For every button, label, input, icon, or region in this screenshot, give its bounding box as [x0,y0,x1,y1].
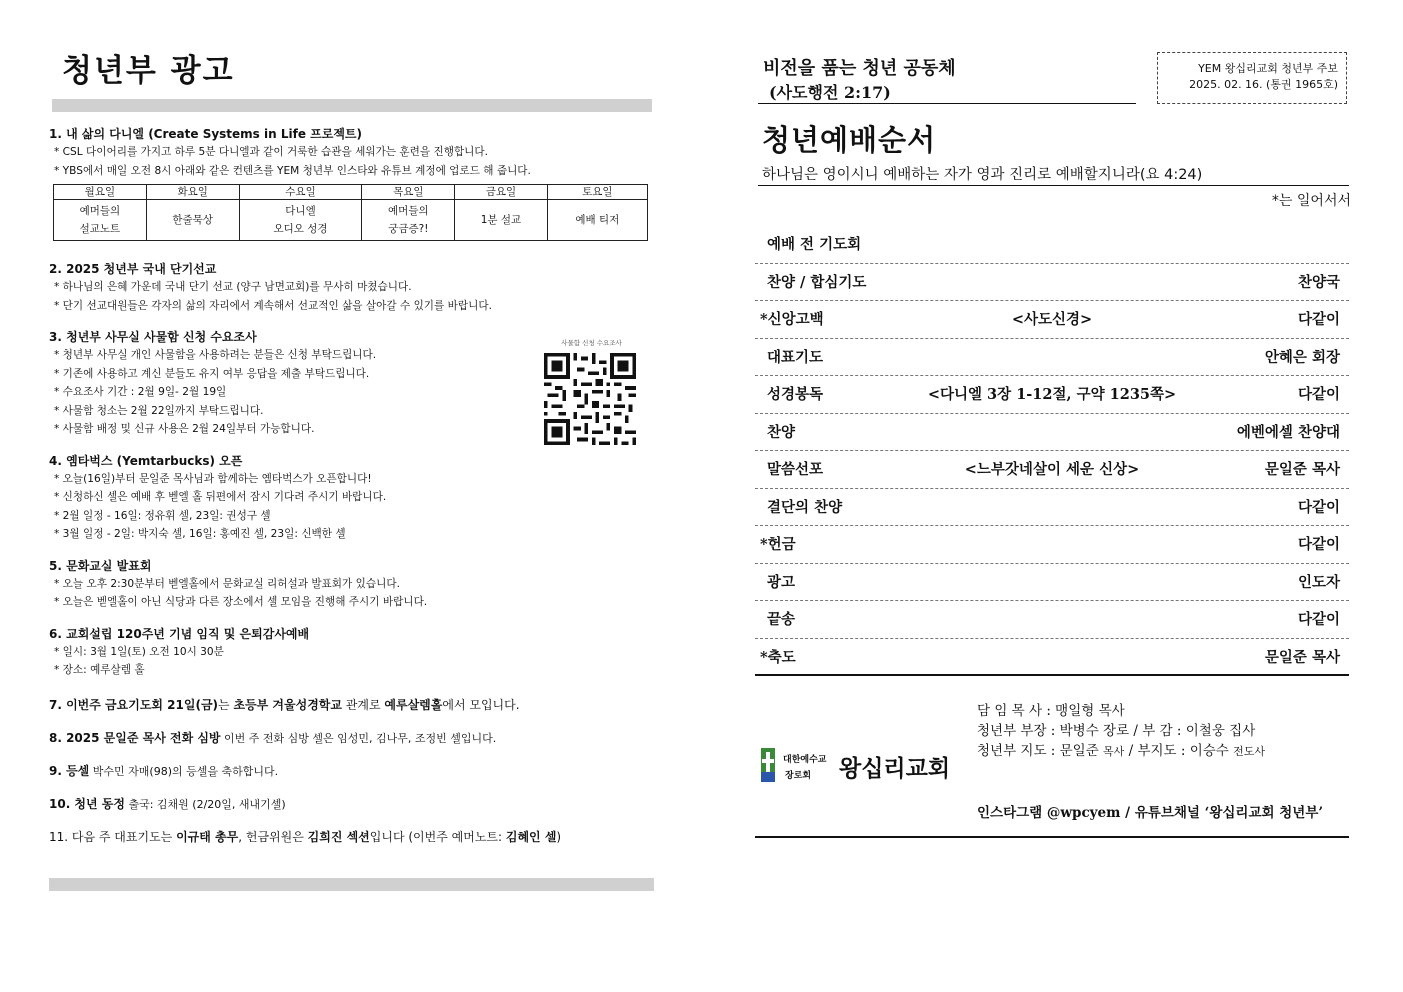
section-2 [49,261,656,315]
table-header: 월요일 [54,185,147,200]
table-cell: 예머들의 설교노트 [54,200,147,241]
bullet: * 하나님의 은혜 가운데 국내 단기 선교 (양구 남면교회)를 무사히 마쳤습니다. [54,281,412,293]
bulletin-info-box [1157,52,1347,104]
bullet: * 단기 선교대원들은 각자의 삶의 자리에서 계속해서 선교적인 삶을 살아갈 수 있기를 바랍니다. [54,299,492,312]
bullet: * 3월 일정 - 2일: 박지숙 셀, 16일: 홍예진 셀, 23일: 신백한 셀 [54,528,346,540]
bulletin-date: 2025. 02. 16. (통권 1965호) [1189,78,1338,91]
section-8: 8. 2025 문일준 목사 전화 심방 이번 주 전화 심방 셀은 임성민, 김나무, 조정빈 셀입니다. [49,730,497,745]
bullet: * 청년부 사무실 개인 사물함을 사용하려는 분들은 신청 부탁드립니다. [54,349,377,361]
staff-list [977,701,1265,762]
order-row: *축도 문일준 목사 [755,639,1349,677]
section-3-title: 3. 청년부 사무실 사물함 신청 수요조사 [49,330,257,344]
bottom-divider-bar [49,878,654,891]
bullet: * 장소: 예루살렘 홀 [54,664,145,676]
department-heads: 청년부 부장 : 박병수 장로 / 부 감 : 이철웅 집사 [977,723,1256,739]
church-logo [761,746,961,786]
worship-order-title: 청년예배순서 [762,123,937,157]
order-row: 광고 인도자 [755,564,1349,602]
section-10: 10. 청년 동정 출국: 김채원 (2/20일, 새내기셀) [49,796,286,811]
section-11: 11. 다음 주 대표기도는 이규태 총무, 헌금위원은 김희진 섹션입니다 (이번주 예머노트: 김혜인 셀) [49,829,562,844]
bullet: * 오늘은 벧엘홀이 아닌 식당과 다른 장소에서 셀 모임을 진행해 주시기 바랍니다. [54,596,428,608]
section-2-title: 2. 2025 청년부 국내 단기선교 [49,262,217,276]
bullet: * 일시: 3월 1일(토) 오전 10시 30분 [54,645,224,658]
svg-text:왕십리교회: 왕십리교회 [839,755,951,782]
bullet: * 기존에 사용하고 계신 분들도 유지 여부 응답을 제출 부탁드립니다. [54,367,370,380]
table-cell: 다니엘 오디오 성경 [239,200,362,241]
table-header: 목요일 [362,185,455,200]
weekly-content-table [53,184,648,241]
section-4 [49,453,656,544]
table-header: 화요일 [146,185,239,200]
table-cell: 예배 티저 [547,200,647,241]
standing-note: *는 일어서서 [1271,193,1351,209]
svg-text:대한예수교: 대한예수교 [783,755,827,765]
section-6-title: 6. 교회설립 120주년 기념 임직 및 은퇴감사예배 [49,626,310,641]
bullet: * 사물함 배정 및 신규 사용은 2월 24일부터 가능합니다. [54,423,315,435]
order-row: 대표기도 안혜은 회장 [755,339,1349,377]
section-4-title: 4. 옘타벅스 (Yemtarbucks) 오픈 [49,453,243,468]
order-row: 말씀선포 <느부갓네살이 세운 신상> 문일준 목사 [755,451,1349,489]
bullet: * 수요조사 기간 : 2월 9일- 2월 19일 [54,386,227,398]
section-5 [49,558,656,612]
section-7: 7. 이번주 금요기도회 21일(금)는 초등부 겨울성경학교 관계로 예루살렘홀에서 모입니다. [49,697,520,712]
announcement-title: 청년부 광고 [62,53,235,89]
sns-info: 인스타그램 @wpcyem / 유튜브채널 ‘왕십리교회 청년부’ [977,805,1324,821]
bullet: * 오늘(16일)부터 문일준 목사님과 함께하는 옘타벅스가 오픈합니다! [54,472,372,485]
bulletin-name: YEM 왕십리교회 청년부 주보 [1198,62,1338,75]
order-row: 찬양 에벤에셀 찬양대 [755,414,1349,452]
svg-text:장로회: 장로회 [785,771,812,781]
section-1-title: 1. 내 삶의 다니엘 (Create Systems in Life 프로젝트) [49,127,362,141]
section-6 [49,626,656,680]
section-5-title: 5. 문화교실 발표회 [49,558,152,573]
order-row: 끝송 다같이 [755,601,1349,639]
worship-order-list [755,226,1349,676]
vision-statement: 비전을 품는 청년 공동체 [763,58,956,79]
order-row: 예배 전 기도회 [755,226,1349,264]
bullet: * 사물함 청소는 2월 22일까지 부탁드립니다. [54,404,264,417]
table-cell: 1분 설교 [455,200,548,241]
bullet: * CSL 다이어리를 가지고 하루 5분 다니엘과 같이 거룩한 습관을 세워가는 훈련을 진행합니다. [54,146,489,158]
qr-caption: 사물함 신청 수요조사 [561,339,622,347]
section-9: 9. 등셀 박수민 자매(98)의 등셀을 축하합니다. [49,763,279,778]
order-row: *신앙고백 <사도신경> 다같이 [755,301,1349,339]
vision-underline [758,103,1136,104]
bullet: * 신청하신 셀은 예배 후 벧엘 홀 뒤편에서 잠시 기다려 주시기 바랍니다. [54,491,387,503]
senior-pastor: 담 임 목 사 : 맹일형 목사 [977,703,1125,719]
order-row: 찬양 / 합심기도 찬양국 [755,264,1349,302]
department-leaders: 청년부 지도 : 문일준 목사 / 부지도 : 이승수 전도사 [977,743,1266,759]
title-divider-bar [52,99,652,112]
qr-code-icon [544,353,636,445]
table-cell: 예머들의 궁금증?! [362,200,455,241]
order-row: 결단의 찬양 다같이 [755,489,1349,527]
table-header: 수요일 [239,185,362,200]
table-header: 토요일 [547,185,647,200]
table-cell: 한줄묵상 [146,200,239,241]
verse-underline [758,185,1349,186]
scripture-verse: 하나님은 영이시니 예배하는 자가 영과 진리로 예배할지니라(요 4:24) [762,167,1203,183]
order-row: *헌금 다같이 [755,526,1349,564]
bullet: * 2월 일정 - 16일: 정유휘 셀, 23일: 권성구 셀 [54,509,271,522]
announcement-page [46,46,656,846]
order-row: 성경봉독 <다니엘 3장 1-12절, 구약 1235쪽> 다같이 [755,376,1349,414]
bullet: * 오늘 오후 2:30분부터 벧엘홀에서 문화교실 리허설과 발표회가 있습니다. [54,577,400,590]
section-1 [49,126,656,241]
page-end-line [755,836,1349,838]
table-header: 금요일 [455,185,548,200]
vision-verse: (사도행전 2:17) [769,83,891,102]
bullet: * YBS에서 매일 오전 8시 아래와 같은 컨텐츠를 YEM 청년부 인스타와 유튜브 계정에 업로드 해 줍니다. [54,164,531,177]
locker-survey-qr[interactable] [544,338,639,449]
